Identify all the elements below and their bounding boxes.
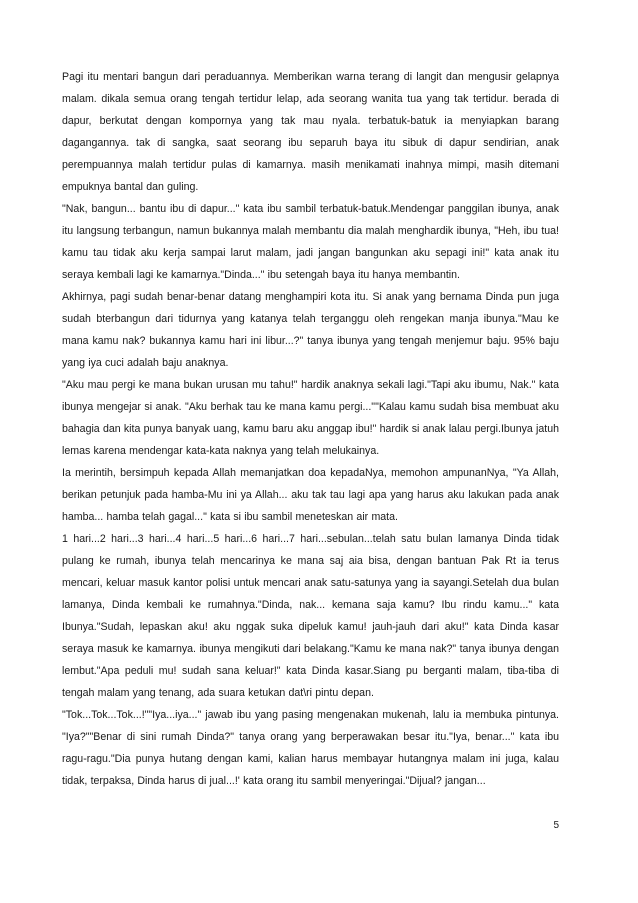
paragraph-5: Ia merintih, bersimpuh kepada Allah memanjatkan doa kepadaNya, memohon ampunanNya, "Ya Allah, berikan petunjuk pada hamba-Mu ini ya Allah... aku tak tau lagi apa yang harus aku lakukan pada anak hamba... hamba telah gagal..." kata si ibu sambil meneteskan air mata. (62, 467, 559, 523)
paragraph-6: 1 hari...2 hari...3 hari...4 hari...5 hari...6 hari...7 hari...sebulan...telah satu bulan lamanya Dinda tidak pulang ke rumah, ibunya telah mencarinya ke mana saj aia bisa, dengan bantuan Pak Rt ia terus mencari, keluar masuk kantor polisi untuk mencari anak satu-satunya yang ia sayangi.Setelah dua bulan lamanya, Dinda kembali ke rumahnya."Dinda, nak... kemana saja kamu? Ibu rindu kamu..." kata Ibunya."Sudah, lepaskan aku! aku nggak suka dipeluk kamu! jauh-jauh dari aku!" kata Dinda kasar seraya masuk ke kamarnya. ibunya mengikuti dari belakang."Kamu ke mana nak?" tanya ibunya dengan lembut."Apa peduli mu! sudah sana keluar!" kata Dinda kasar.Siang pu berganti malam, tiba-tiba di tengah malam yang tenang, ada suara ketukan dat\ri pintu depan. (62, 533, 559, 699)
paragraph-3: Akhirnya, pagi sudah benar-benar datang menghampiri kota itu. Si anak yang bernama Dinda pun juga sudah bterbangun dari tidurnya yang katanya telah terganggu oleh rengekan manja ibunya."Mau ke mana kamu nak? bukannya kamu hari ini libur...?" tanya ibunya yang tengah menjemur baju. 95% baju yang iya cuci adalah baju anaknya. (62, 291, 559, 369)
paragraph-7: "Tok...Tok...Tok...!""Iya...iya..." jawab ibu yang pasing mengenakan mukenah, lalu ia membuka pintunya. "Iya?""Benar di sini rumah Dinda?" tanya orang yang berperawakan besar itu."Iya, benar..." kata ibu ragu-ragu."Dia punya hutang dengan kami, kalian harus membayar hutangnya malam ini juga, kalau tidak, terpaksa, Dinda harus di jual...!' kata orang itu sambil menyeringai."Dijual? jangan... (62, 709, 559, 787)
paragraph-4: "Aku mau pergi ke mana bukan urusan mu tahu!" hardik anaknya sekali lagi."Tapi aku ibumu, Nak." kata ibunya mengejar si anak. "Aku berhak tau ke mana kamu pergi...""Kalau kamu sudah bisa membuat aku bahagia dan kita punya banyak uang, kamu baru aku anggap ibu!" hardik si anak lalau pergi.Ibunya jatuh lemas karena mendengar kata-kata naknya yang telah melukainya. (62, 379, 559, 457)
page-number: 5 (553, 820, 559, 831)
paragraph-2: "Nak, bangun... bantu ibu di dapur..." kata ibu sambil terbatuk-batuk.Mendengar panggilan ibunya, anak itu langsung terbangun, namun bukannya malah membantu dia malah menghardik ibunya, "Heh, ibu tua! kamu tau tidak aku kerja sampai larut malam, jadi jangan bangunkan aku sepagi ini!" kata anak itu seraya kembali lagi ke kamarnya."Dinda..." ibu setengah baya itu hanya membantin. (62, 203, 559, 281)
paragraph-1: Pagi itu mentari bangun dari peraduannya. Memberikan warna terang di langit dan mengusir gelapnya malam. dikala semua orang tengah tertidur lelap, ada seorang wanita tua yang tak tertidur. berada di dapur, berkutat dengan kompornya yang tak mau nyala. terbatuk-batuk ia menyiapkan barang dagangannya. tak di sangka, saat seorang ibu separuh baya itu sibuk di dapur sendirian, anak perempuannya malah tertidur pulas di kamarnya. masih menikamati inahnya mimpi, masih ditemani empuknya bantal dan guling. (62, 71, 559, 193)
story-text (62, 66, 559, 792)
